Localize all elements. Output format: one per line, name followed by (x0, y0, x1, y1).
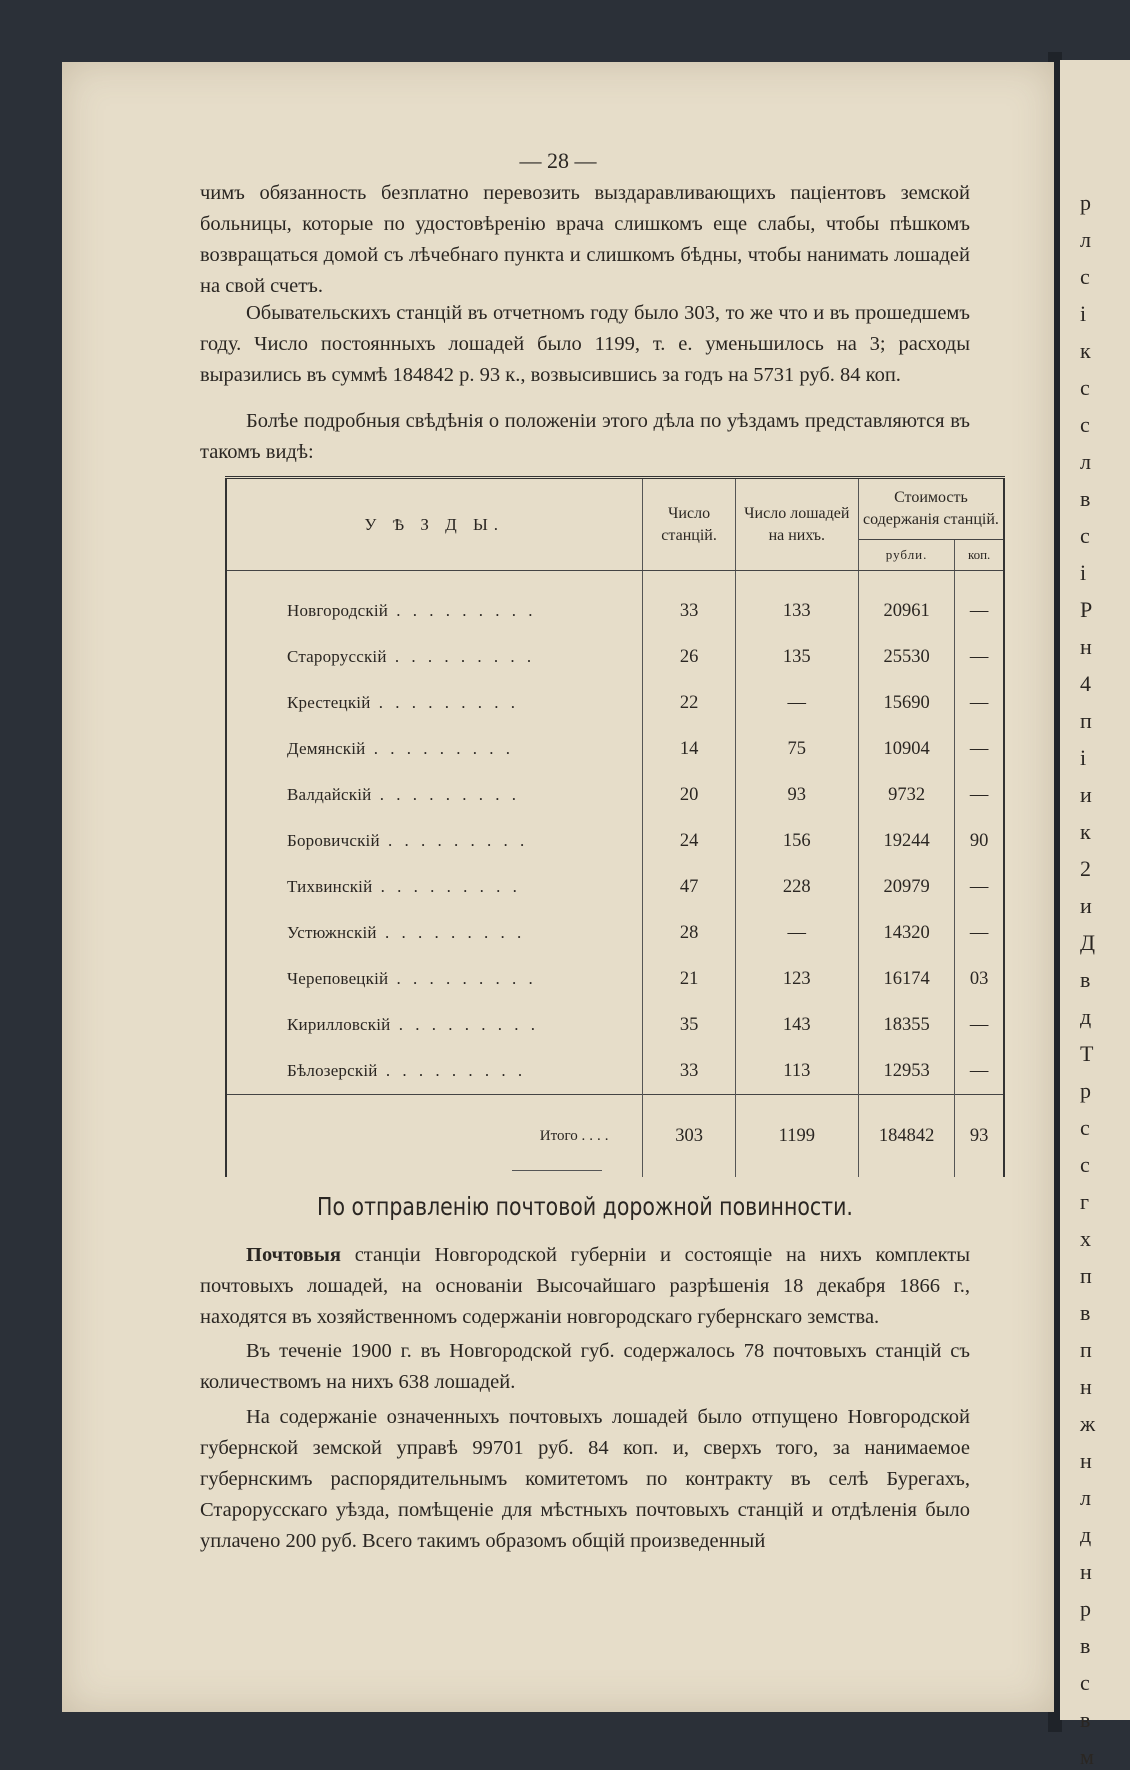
header-districts: У Ѣ З Д Ы. (226, 478, 643, 571)
edge-letter: г (1080, 1189, 1090, 1214)
paragraph-6: На содержаніе означенныхъ почтовыхъ лошадей было отпущено Новгородской губернской земской управѣ 99701 руб. 84 коп. и, сверхъ того, за нанимаемое губернскимъ распорядительнымъ комитетомъ по контракту въ селѣ Бурегахъ, Старорусскаго уѣзда, помѣщеніе для мѣстныхъ почтовыхъ станцій и отдѣленія было уплачено 200 руб. Всего такимъ образомъ общій произведенный (200, 1406, 970, 1552)
leader-dots: . . . . . . . . . (376, 923, 526, 942)
edge-letter: 2 (1080, 856, 1091, 881)
district-label: Боровичскій (287, 831, 380, 850)
cost-rub: 9732 (858, 772, 954, 818)
header-stations: Число станцій. (643, 478, 735, 571)
district-name (226, 956, 643, 1002)
district-name (226, 910, 643, 956)
stations-count: 21 (643, 956, 735, 1002)
cost-kop: 90 (969, 830, 989, 851)
table-row (226, 571, 1004, 635)
cost-kop: — (969, 922, 989, 943)
cost-kop: 03 (969, 968, 989, 989)
cost-rub: 20961 (858, 571, 954, 635)
district-label: Устюжнскій (287, 923, 377, 942)
horses-count: 123 (735, 956, 858, 1002)
adjacent-page-edge (1060, 60, 1130, 1769)
edge-letter: д (1080, 1522, 1092, 1547)
cost-kop: — (969, 784, 989, 805)
stations-count: 26 (643, 634, 735, 680)
edge-letter: к (1080, 819, 1091, 844)
edge-letter: с (1080, 1115, 1090, 1140)
edge-letter: в (1080, 1300, 1091, 1325)
paragraph-3: Болѣе подробныя свѣдѣнія о положеніи этого дѣла по уѣздамъ представляются въ такомъ видѣ: (200, 410, 970, 463)
edge-letter: р (1080, 190, 1091, 215)
table-row (226, 864, 1004, 910)
horses-count: 135 (735, 634, 858, 680)
district-name (226, 680, 643, 726)
stations-table (225, 476, 1005, 1146)
edge-letter: х (1080, 1226, 1091, 1251)
leader-dots: . . . . . . . . . (377, 1061, 527, 1080)
section-divider (512, 1170, 602, 1171)
header-rub: рубли. (858, 540, 954, 571)
table-row (226, 634, 1004, 680)
total-kop: 93 (955, 1095, 1004, 1178)
district-label: Валдайскій (287, 785, 372, 804)
cost-rub: 15690 (858, 680, 954, 726)
stations-count: 35 (643, 1002, 735, 1048)
district-name (226, 864, 643, 910)
edge-letter: п (1080, 1337, 1092, 1362)
edge-letter: н (1080, 634, 1092, 659)
edge-letter: н (1080, 1374, 1092, 1399)
paragraph-4-text: станціи Новгородской губерніи и состоящіе на нихъ комплекты почтовыхъ лошадей, на основаніи Высочайшаго разрѣшенія 18 декабря 1866 г., находятся въ хозяйственномъ содержаніи новгородскаго губернскаго земства. (200, 1244, 970, 1328)
horses-count: 156 (735, 818, 858, 864)
page-number: — 28 — (519, 148, 597, 173)
district-label: Кирилловскій (287, 1015, 391, 1034)
leader-dots: . . . . . . . . . (388, 601, 537, 620)
cost-kop: — (969, 600, 989, 621)
edge-letter: і (1080, 301, 1087, 326)
horses-count: 228 (735, 864, 858, 910)
edge-letter: н (1080, 1559, 1092, 1584)
district-label: Крестецкій (287, 693, 371, 712)
district-label: Старорусскій (287, 647, 387, 666)
district-name (226, 772, 643, 818)
edge-letter: в (1080, 1707, 1091, 1732)
edge-letter: Д (1080, 930, 1096, 955)
paragraph-1: чимъ обязанность безплатно перевозить выздаравливающихъ паціентовъ земской больницы, которые по удостовѣренію врача слишкомъ еще слабы, чтобы пѣшкомъ возвращаться домой съ лѣчебнаго пункта и слишкомъ бѣдны, чтобы нанимать лошадей на свой счетъ. (200, 182, 970, 297)
cost-rub: 14320 (858, 910, 954, 956)
table-row (226, 726, 1004, 772)
stations-count: 28 (643, 910, 735, 956)
table-row (226, 956, 1004, 1002)
edge-letter: д (1080, 1004, 1092, 1029)
paragraph-4 (200, 1240, 970, 1333)
edge-letter: с (1080, 375, 1090, 400)
stations-count: 22 (643, 680, 735, 726)
total-stations: 303 (643, 1095, 735, 1178)
edge-letter: л (1080, 1485, 1091, 1510)
cost-rub: 12953 (858, 1048, 954, 1095)
edge-letter: и (1080, 893, 1092, 918)
table-total-row: Итого .... 303 1199 184842 93 (226, 1095, 1004, 1178)
horses-count: 113 (735, 1048, 858, 1095)
edge-letter: в (1080, 1633, 1091, 1658)
district-label: Новгородскій (287, 601, 389, 620)
edge-letter: п (1080, 1263, 1092, 1288)
cost-rub: 18355 (858, 1002, 954, 1048)
total-label: Итого (539, 1127, 578, 1144)
cost-kop: — (969, 738, 989, 759)
horses-count: 93 (735, 772, 858, 818)
edge-letter: Т (1080, 1041, 1094, 1066)
leader-dots: . . . . . . . . . (370, 693, 520, 712)
header-kop: коп. (955, 540, 1004, 571)
section-title: По отправленію почтовой дорожной повинности. (317, 1192, 853, 1221)
stations-count: 24 (643, 818, 735, 864)
cost-kop: — (969, 1060, 989, 1081)
district-name (226, 634, 643, 680)
table-row (226, 680, 1004, 726)
edge-letter: р (1080, 1596, 1091, 1621)
leader-dots: . . . . . . . . . (388, 969, 537, 988)
table-row (226, 772, 1004, 818)
edge-letter: с (1080, 523, 1090, 548)
district-name (226, 1048, 643, 1095)
district-name (226, 726, 643, 772)
table-row (226, 910, 1004, 956)
district-name (226, 571, 643, 635)
header-horses: Число лошадей на нихъ. (735, 478, 858, 571)
leader-dots: . . . . . . . . . (390, 1015, 539, 1034)
horses-count: — (735, 680, 858, 726)
cost-kop: — (969, 1014, 989, 1035)
leader-dots: . . . . . . . . . (386, 647, 536, 666)
stations-count: 20 (643, 772, 735, 818)
table-row (226, 1002, 1004, 1048)
leader-dots: . . . . . . . . . (379, 831, 529, 850)
district-label: Череповецкій (287, 969, 389, 988)
edge-letter: в (1080, 486, 1091, 511)
edge-letter: ж (1080, 1411, 1096, 1436)
paragraph-5: Въ теченіе 1900 г. въ Новгородской губ. содержалось 78 почтовыхъ станцій съ количествомъ на нихъ 638 лошадей. (200, 1340, 970, 1393)
edge-letter: Р (1080, 597, 1093, 622)
table-row (226, 818, 1004, 864)
edge-letter: п (1080, 708, 1092, 733)
document-page (62, 62, 1054, 1712)
horses-count: — (735, 910, 858, 956)
edge-letter: с (1080, 264, 1090, 289)
stations-count: 33 (643, 571, 735, 635)
edge-letter: м (1080, 1744, 1094, 1769)
stations-count: 33 (643, 1048, 735, 1095)
cost-kop: — (969, 692, 989, 713)
edge-letter: в (1080, 967, 1091, 992)
cost-kop: — (969, 646, 989, 667)
cost-rub: 19244 (858, 818, 954, 864)
cost-rub: 20979 (858, 864, 954, 910)
district-name (226, 1002, 643, 1048)
cost-rub: 25530 (858, 634, 954, 680)
edge-letter: н (1080, 1448, 1092, 1473)
paragraph-2: Обывательскихъ станцій въ отчетномъ году было 303, то же что и въ прошедшемъ году. Число постоянныхъ лошадей было 1199, т. е. уменьшилось на 3; расходы выразились въ суммѣ 184842 р. 93 к., возвысившись за годъ на 5731 руб. 84 коп. (200, 302, 970, 386)
cost-kop: — (969, 876, 989, 897)
header-cost: Стоимость содержанія станцій. (858, 478, 1004, 540)
edge-letter: с (1080, 1152, 1090, 1177)
edge-letter: і (1080, 560, 1087, 585)
leader-dots: . . . . . . . . . (372, 877, 521, 896)
horses-count: 75 (735, 726, 858, 772)
district-name (226, 818, 643, 864)
edge-letter: и (1080, 782, 1092, 807)
edge-letter: к (1080, 338, 1091, 363)
edge-letter: л (1080, 227, 1091, 252)
edge-letter: л (1080, 449, 1091, 474)
district-label: Тихвинскій (287, 877, 373, 896)
edge-letter: с (1080, 1670, 1090, 1695)
district-label: Бѣлозерскій (287, 1061, 378, 1080)
edge-letter: р (1080, 1078, 1091, 1103)
total-rub: 184842 (858, 1095, 954, 1178)
leader-dots: . . . . . . . . . (365, 739, 514, 758)
horses-count: 133 (735, 571, 858, 635)
table-row (226, 1048, 1004, 1095)
district-label: Демянскій (287, 739, 366, 758)
edge-letter: с (1080, 412, 1090, 437)
horses-count: 143 (735, 1002, 858, 1048)
leader-dots: . . . . . . . . . (371, 785, 520, 804)
cost-rub: 16174 (858, 956, 954, 1002)
lead-word: Почтовыя (246, 1244, 341, 1266)
stations-count: 47 (643, 864, 735, 910)
edge-letter: 4 (1080, 671, 1091, 696)
total-horses: 1199 (735, 1095, 858, 1178)
stations-count: 14 (643, 726, 735, 772)
edge-letter: і (1080, 745, 1087, 770)
cost-rub: 10904 (858, 726, 954, 772)
